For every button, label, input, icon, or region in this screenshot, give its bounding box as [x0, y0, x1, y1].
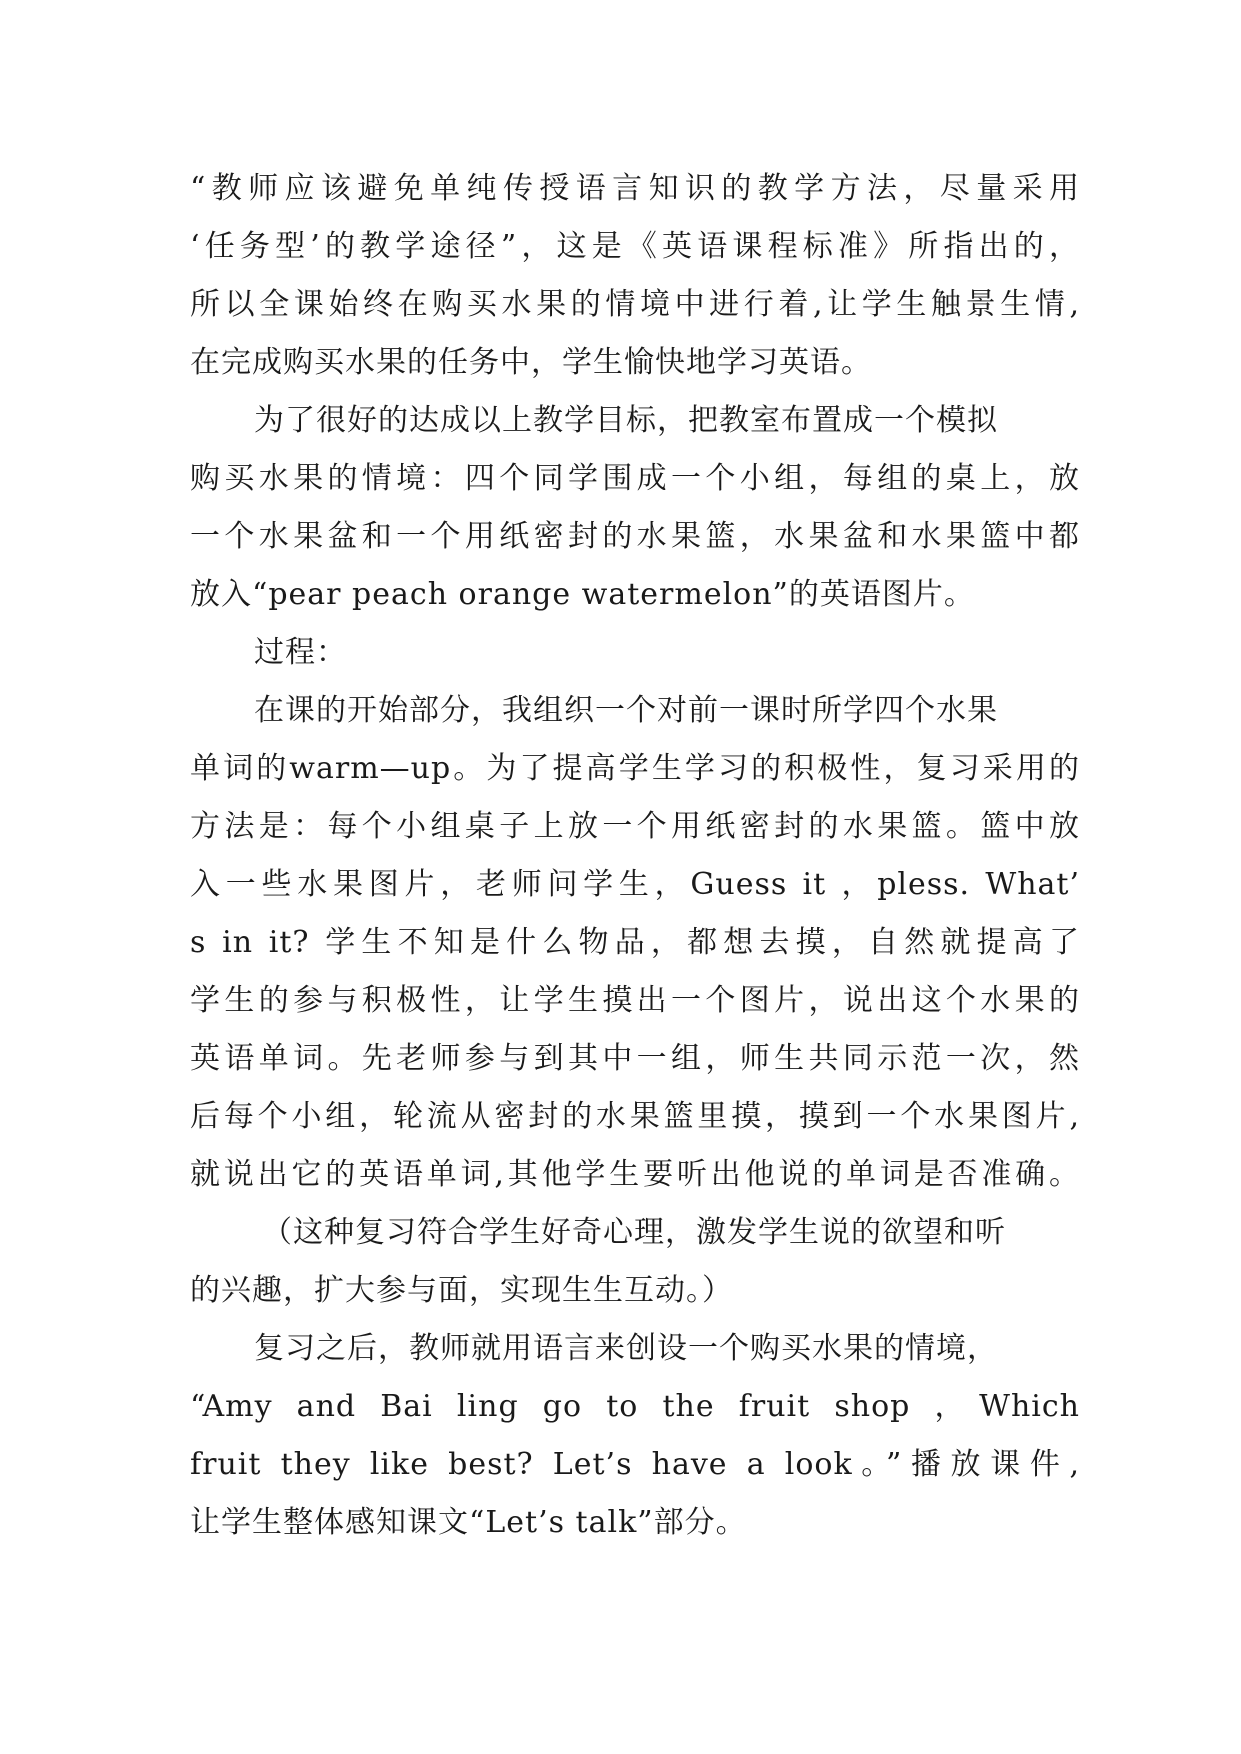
text-line-8: 放入“pear peach orange watermelon”的英语图片。: [190, 577, 975, 612]
text-line-23: fruit they like best? Let’s have a look。”播放课件,: [190, 1447, 1080, 1482]
text-line-12: 方法是：每个小组桌子上放一个用纸密封的水果篮。篮中放: [190, 809, 1080, 844]
text-line-14: s in it? 学生不知是什么物品，都想去摸，自然就提高了: [190, 925, 1080, 960]
text-line-22: “Amy and Bai ling go to the fruit shop ，Which: [190, 1389, 1080, 1424]
text-line-7: 一个水果盆和一个用纸密封的水果篮，水果盆和水果篮中都: [190, 519, 1080, 554]
text-line-16: 英语单词。先老师参与到其中一组，师生共同示范一次，然: [190, 1041, 1080, 1076]
text-line-13: 入一些水果图片，老师问学生，Guess it ，pless. What’: [190, 867, 1080, 902]
text-line-21: 复习之后，教师就用语言来创设一个购买水果的情境，: [254, 1331, 998, 1366]
text-line-11: 单词的warm—up。为了提高学生学习的积极性，复习采用的: [190, 751, 1080, 786]
text-line-6: 购买水果的情境：四个同学围成一个小组，每组的桌上，放: [190, 461, 1080, 496]
text-line-17: 后每个小组，轮流从密封的水果篮里摸，摸到一个水果图片,: [190, 1099, 1080, 1134]
document-body: [190, 160, 1080, 1552]
text-line-15: 学生的参与积极性，让学生摸出一个图片，说出这个水果的: [190, 983, 1080, 1018]
text-line-20: 的兴趣，扩大参与面，实现生生互动。）: [190, 1273, 733, 1308]
text-line-5: 为了很好的达成以上教学目标，把教室布置成一个模拟: [254, 403, 998, 438]
text-line-24: 让学生整体感知课文“Let’s talk”部分。: [190, 1505, 747, 1540]
text-line-19: （这种复习符合学生好奇心理，激发学生说的欲望和听: [262, 1215, 1006, 1250]
text-line-9: 过程：: [254, 635, 347, 670]
text-line-2: ‘任务型’的教学途径”，这是《英语课程标准》所指出的，: [190, 229, 1080, 264]
text-line-3: 所以全课始终在购买水果的情境中进行着,让学生触景生情,: [190, 287, 1080, 322]
text-line-18: 就说出它的英语单词,其他学生要听出他说的单词是否准确。: [190, 1157, 1080, 1192]
text-line-1: “教师应该避免单纯传授语言知识的教学方法，尽量采用: [190, 171, 1080, 206]
text-line-4: 在完成购买水果的任务中，学生愉快地学习英语。: [190, 345, 872, 380]
text-line-10: 在课的开始部分，我组织一个对前一课时所学四个水果: [254, 693, 998, 728]
